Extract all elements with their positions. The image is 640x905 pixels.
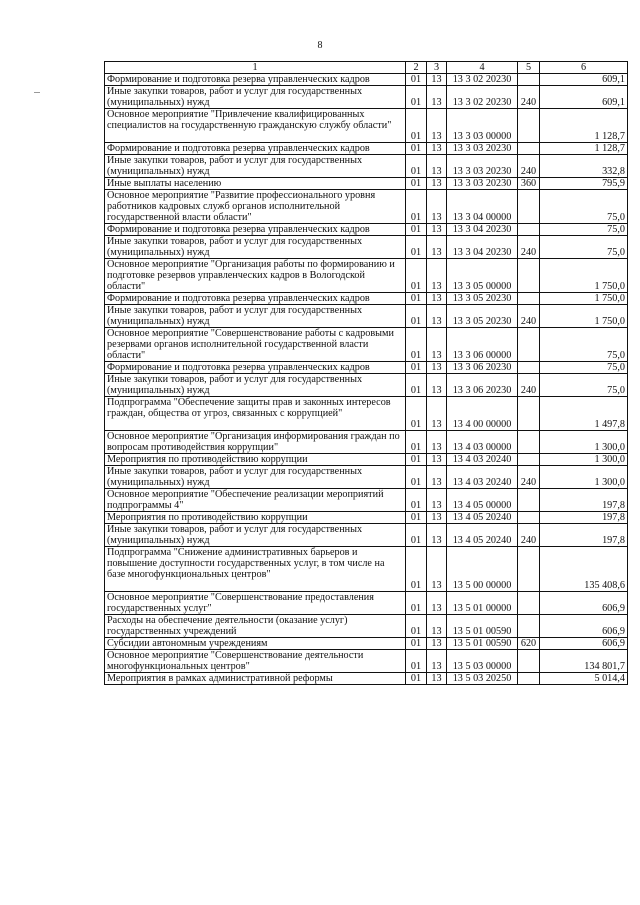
row-name-cell: Основное мероприятие "Совершенствование предоставления государственных услуг" [105, 592, 406, 615]
target-article-cell: 13 5 03 20250 [447, 673, 518, 685]
table-row [105, 293, 628, 305]
amount-cell: 1 750,0 [540, 305, 628, 328]
header-cell-5: 5 [518, 62, 540, 74]
expense-type-cell [518, 143, 540, 155]
row-name-cell: Иные закупки товаров, работ и услуг для государственных (муниципальных) нужд [105, 236, 406, 259]
row-name-cell: Иные выплаты населению [105, 178, 406, 190]
expense-type-cell [518, 512, 540, 524]
section-code-cell: 01 [406, 74, 427, 86]
table-row [105, 74, 628, 86]
section-code-cell: 01 [406, 155, 427, 178]
expense-type-cell [518, 615, 540, 638]
subsection-code-cell: 13 [427, 489, 447, 512]
row-name-cell: Мероприятия по противодействию коррупции [105, 512, 406, 524]
subsection-code-cell: 13 [427, 74, 447, 86]
section-code-cell: 01 [406, 397, 427, 431]
expense-type-cell: 240 [518, 86, 540, 109]
section-code-cell: 01 [406, 592, 427, 615]
target-article-cell: 13 5 01 00590 [447, 615, 518, 638]
row-name-cell: Мероприятия в рамках административной реформы [105, 673, 406, 685]
table-row [105, 524, 628, 547]
subsection-code-cell: 13 [427, 592, 447, 615]
table-row [105, 650, 628, 673]
table-row [105, 236, 628, 259]
subsection-code-cell: 13 [427, 397, 447, 431]
section-code-cell: 01 [406, 638, 427, 650]
row-name-cell: Формирование и подготовка резерва управленческих кадров [105, 143, 406, 155]
expense-type-cell [518, 362, 540, 374]
target-article-cell: 13 3 05 20230 [447, 305, 518, 328]
row-name-cell: Иные закупки товаров, работ и услуг для государственных (муниципальных) нужд [105, 86, 406, 109]
subsection-code-cell: 13 [427, 638, 447, 650]
amount-cell: 606,9 [540, 615, 628, 638]
table-row [105, 615, 628, 638]
amount-cell: 1 300,0 [540, 466, 628, 489]
section-code-cell: 01 [406, 236, 427, 259]
target-article-cell: 13 4 03 00000 [447, 431, 518, 454]
table-row [105, 547, 628, 592]
target-article-cell: 13 3 05 00000 [447, 259, 518, 293]
section-code-cell: 01 [406, 86, 427, 109]
table-row [105, 190, 628, 224]
amount-cell: 197,8 [540, 512, 628, 524]
target-article-cell: 13 4 03 20240 [447, 466, 518, 489]
table-row [105, 397, 628, 431]
table-row [105, 328, 628, 362]
amount-cell: 1 128,7 [540, 143, 628, 155]
subsection-code-cell: 13 [427, 615, 447, 638]
section-code-cell: 01 [406, 615, 427, 638]
target-article-cell: 13 5 00 00000 [447, 547, 518, 592]
budget-table [104, 61, 628, 685]
header-cell-4: 4 [447, 62, 518, 74]
section-code-cell: 01 [406, 673, 427, 685]
subsection-code-cell: 13 [427, 293, 447, 305]
amount-cell: 1 300,0 [540, 454, 628, 466]
table-row [105, 305, 628, 328]
amount-cell: 1 128,7 [540, 109, 628, 143]
row-name-cell: Формирование и подготовка резерва управленческих кадров [105, 224, 406, 236]
subsection-code-cell: 13 [427, 224, 447, 236]
amount-cell: 75,0 [540, 362, 628, 374]
section-code-cell: 01 [406, 190, 427, 224]
subsection-code-cell: 13 [427, 374, 447, 397]
expense-type-cell [518, 454, 540, 466]
target-article-cell: 13 4 00 00000 [447, 397, 518, 431]
table-row [105, 512, 628, 524]
section-code-cell: 01 [406, 512, 427, 524]
row-name-cell: Расходы на обеспечение деятельности (оказание услуг) государственных учреждений [105, 615, 406, 638]
header-cell-2: 2 [406, 62, 427, 74]
budget-table-body [105, 62, 628, 685]
expense-type-cell: 240 [518, 305, 540, 328]
row-name-cell: Основное мероприятие "Организация работы по формированию и подготовке резервов управленческих кадров в Вологодской области" [105, 259, 406, 293]
section-code-cell: 01 [406, 328, 427, 362]
subsection-code-cell: 13 [427, 650, 447, 673]
expense-type-cell [518, 547, 540, 592]
table-row [105, 224, 628, 236]
amount-cell: 332,8 [540, 155, 628, 178]
amount-cell: 606,9 [540, 592, 628, 615]
target-article-cell: 13 3 03 20230 [447, 178, 518, 190]
expense-type-cell: 360 [518, 178, 540, 190]
expense-type-cell: 240 [518, 374, 540, 397]
scan-mark [34, 92, 40, 93]
target-article-cell: 13 3 02 20230 [447, 74, 518, 86]
section-code-cell: 01 [406, 178, 427, 190]
expense-type-cell [518, 74, 540, 86]
row-name-cell: Иные закупки товаров, работ и услуг для государственных (муниципальных) нужд [105, 305, 406, 328]
subsection-code-cell: 13 [427, 673, 447, 685]
expense-type-cell [518, 673, 540, 685]
amount-cell: 1 750,0 [540, 259, 628, 293]
expense-type-cell [518, 592, 540, 615]
subsection-code-cell: 13 [427, 259, 447, 293]
table-row [105, 431, 628, 454]
expense-type-cell: 620 [518, 638, 540, 650]
subsection-code-cell: 13 [427, 547, 447, 592]
table-row [105, 489, 628, 512]
expense-type-cell [518, 224, 540, 236]
row-name-cell: Иные закупки товаров, работ и услуг для государственных (муниципальных) нужд [105, 466, 406, 489]
target-article-cell: 13 3 04 20230 [447, 236, 518, 259]
subsection-code-cell: 13 [427, 86, 447, 109]
target-article-cell: 13 4 05 20240 [447, 512, 518, 524]
target-article-cell: 13 4 05 20240 [447, 524, 518, 547]
expense-type-cell [518, 259, 540, 293]
amount-cell: 75,0 [540, 224, 628, 236]
page-number: 8 [317, 40, 323, 51]
amount-cell: 1 750,0 [540, 293, 628, 305]
section-code-cell: 01 [406, 431, 427, 454]
section-code-cell: 01 [406, 143, 427, 155]
subsection-code-cell: 13 [427, 143, 447, 155]
target-article-cell: 13 5 01 00590 [447, 638, 518, 650]
row-name-cell: Основное мероприятие "Привлечение квалифицированных специалистов на государственную гражданскую службу области" [105, 109, 406, 143]
subsection-code-cell: 13 [427, 362, 447, 374]
row-name-cell: Формирование и подготовка резерва управленческих кадров [105, 362, 406, 374]
amount-cell: 197,8 [540, 524, 628, 547]
expense-type-cell [518, 328, 540, 362]
expense-type-cell: 240 [518, 236, 540, 259]
target-article-cell: 13 4 03 20240 [447, 454, 518, 466]
row-name-cell: Основное мероприятие "Совершенствование работы с кадровыми резервами органов исполнительной государственной власти области" [105, 328, 406, 362]
amount-cell: 795,9 [540, 178, 628, 190]
row-name-cell: Мероприятия по противодействию коррупции [105, 454, 406, 466]
amount-cell: 75,0 [540, 236, 628, 259]
header-cell-6: 6 [540, 62, 628, 74]
subsection-code-cell: 13 [427, 190, 447, 224]
row-name-cell: Подпрограмма "Снижение административных барьеров и повышение доступности государственных услуг, в том числе на базе многофункциональных центров" [105, 547, 406, 592]
target-article-cell: 13 3 06 00000 [447, 328, 518, 362]
expense-type-cell: 240 [518, 466, 540, 489]
subsection-code-cell: 13 [427, 236, 447, 259]
table-row [105, 155, 628, 178]
target-article-cell: 13 5 01 00000 [447, 592, 518, 615]
table-row [105, 592, 628, 615]
subsection-code-cell: 13 [427, 178, 447, 190]
row-name-cell: Основное мероприятие "Организация информирования граждан по вопросам противодействия коррупции" [105, 431, 406, 454]
header-row [105, 62, 628, 74]
section-code-cell: 01 [406, 224, 427, 236]
target-article-cell: 13 4 05 00000 [447, 489, 518, 512]
target-article-cell: 13 5 03 00000 [447, 650, 518, 673]
section-code-cell: 01 [406, 374, 427, 397]
table-row [105, 638, 628, 650]
subsection-code-cell: 13 [427, 431, 447, 454]
row-name-cell: Субсидии автономным учреждениям [105, 638, 406, 650]
row-name-cell: Иные закупки товаров, работ и услуг для государственных (муниципальных) нужд [105, 374, 406, 397]
subsection-code-cell: 13 [427, 328, 447, 362]
target-article-cell: 13 3 02 20230 [447, 86, 518, 109]
target-article-cell: 13 3 05 20230 [447, 293, 518, 305]
table-row [105, 86, 628, 109]
target-article-cell: 13 3 04 20230 [447, 224, 518, 236]
target-article-cell: 13 3 03 00000 [447, 109, 518, 143]
section-code-cell: 01 [406, 259, 427, 293]
expense-type-cell [518, 109, 540, 143]
amount-cell: 135 408,6 [540, 547, 628, 592]
expense-type-cell [518, 190, 540, 224]
row-name-cell: Иные закупки товаров, работ и услуг для государственных (муниципальных) нужд [105, 155, 406, 178]
table-row [105, 466, 628, 489]
amount-cell: 75,0 [540, 374, 628, 397]
target-article-cell: 13 3 03 20230 [447, 143, 518, 155]
table-row [105, 454, 628, 466]
subsection-code-cell: 13 [427, 155, 447, 178]
section-code-cell: 01 [406, 362, 427, 374]
amount-cell: 5 014,4 [540, 673, 628, 685]
target-article-cell: 13 3 03 20230 [447, 155, 518, 178]
expense-type-cell: 240 [518, 524, 540, 547]
row-name-cell: Основное мероприятие "Обеспечение реализации мероприятий подпрограммы 4" [105, 489, 406, 512]
amount-cell: 197,8 [540, 489, 628, 512]
expense-type-cell [518, 397, 540, 431]
section-code-cell: 01 [406, 454, 427, 466]
section-code-cell: 01 [406, 650, 427, 673]
section-code-cell: 01 [406, 524, 427, 547]
row-name-cell: Иные закупки товаров, работ и услуг для государственных (муниципальных) нужд [105, 524, 406, 547]
header-cell-1: 1 [105, 62, 406, 74]
table-row [105, 109, 628, 143]
amount-cell: 75,0 [540, 328, 628, 362]
table-row [105, 673, 628, 685]
section-code-cell: 01 [406, 489, 427, 512]
amount-cell: 1 497,8 [540, 397, 628, 431]
amount-cell: 609,1 [540, 74, 628, 86]
subsection-code-cell: 13 [427, 109, 447, 143]
amount-cell: 75,0 [540, 190, 628, 224]
table-row [105, 259, 628, 293]
row-name-cell: Основное мероприятие "Развитие профессионального уровня работников кадровых служб органов исполнительной государственной власти области" [105, 190, 406, 224]
target-article-cell: 13 3 06 20230 [447, 374, 518, 397]
row-name-cell: Подпрограмма "Обеспечение защиты прав и законных интересов граждан, общества от угроз, связанных с коррупцией" [105, 397, 406, 431]
expense-type-cell [518, 431, 540, 454]
amount-cell: 134 801,7 [540, 650, 628, 673]
table-row [105, 143, 628, 155]
expense-type-cell: 240 [518, 155, 540, 178]
expense-type-cell [518, 650, 540, 673]
table-row [105, 374, 628, 397]
target-article-cell: 13 3 06 20230 [447, 362, 518, 374]
header-cell-3: 3 [427, 62, 447, 74]
subsection-code-cell: 13 [427, 466, 447, 489]
section-code-cell: 01 [406, 293, 427, 305]
expense-type-cell [518, 489, 540, 512]
subsection-code-cell: 13 [427, 512, 447, 524]
amount-cell: 609,1 [540, 86, 628, 109]
section-code-cell: 01 [406, 305, 427, 328]
subsection-code-cell: 13 [427, 454, 447, 466]
row-name-cell: Формирование и подготовка резерва управленческих кадров [105, 293, 406, 305]
subsection-code-cell: 13 [427, 524, 447, 547]
row-name-cell: Основное мероприятие "Совершенствование деятельности многофункциональных центров" [105, 650, 406, 673]
target-article-cell: 13 3 04 00000 [447, 190, 518, 224]
section-code-cell: 01 [406, 109, 427, 143]
row-name-cell: Формирование и подготовка резерва управленческих кадров [105, 74, 406, 86]
subsection-code-cell: 13 [427, 305, 447, 328]
amount-cell: 1 300,0 [540, 431, 628, 454]
table-row [105, 178, 628, 190]
table-row [105, 362, 628, 374]
amount-cell: 606,9 [540, 638, 628, 650]
section-code-cell: 01 [406, 466, 427, 489]
expense-type-cell [518, 293, 540, 305]
section-code-cell: 01 [406, 547, 427, 592]
